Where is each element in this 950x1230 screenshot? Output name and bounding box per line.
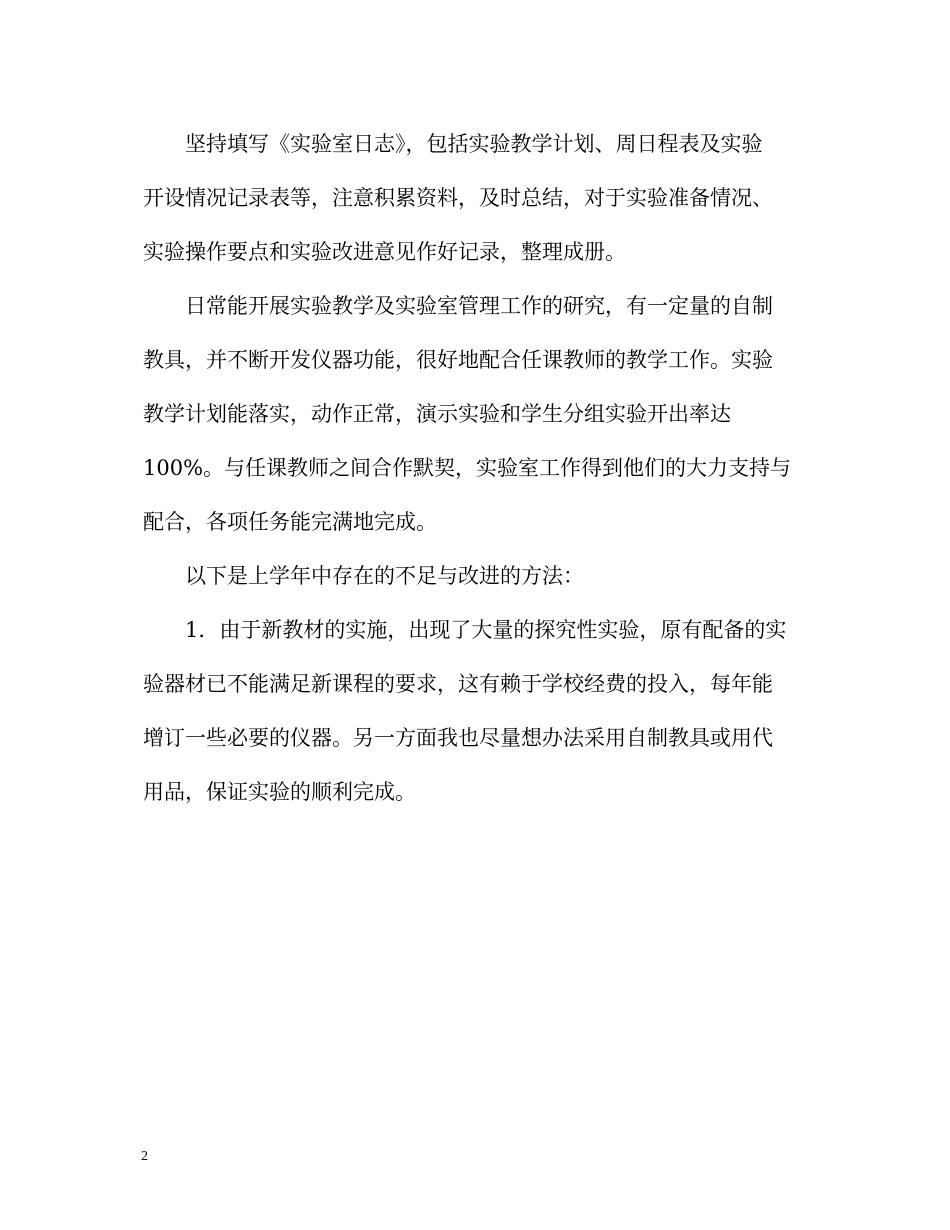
paragraph-4-line-2: 验器材已不能满足新课程的要求，这有赖于学校经费的投入，每年能 bbox=[143, 672, 773, 696]
paragraph-4-line-4: 用品，保证实验的顺利完成。 bbox=[143, 780, 416, 804]
paragraph-1-line-2: 开设情况记录表等，注意积累资料，及时总结，对于实验准备情况、 bbox=[143, 186, 773, 210]
paragraph-3-line-1: 以下是上学年中存在的不足与改进的方法： bbox=[185, 564, 584, 588]
paragraph-2-line-3: 教学计划能落实，动作正常，演示实验和学生分组实验开出率达 bbox=[143, 402, 731, 426]
paragraph-1-line-3: 实验操作要点和实验改进意见作好记录，整理成册。 bbox=[143, 240, 626, 264]
paragraph-4-line-1: 1．由于新教材的实施，出现了大量的探究性实验，原有配备的实 bbox=[185, 618, 787, 642]
paragraph-2-line-4: 100%。与任课教师之间合作默契，实验室工作得到他们的大力支持与 bbox=[143, 456, 792, 480]
paragraph-4-line-3: 增订一些必要的仪器。另一方面我也尽量想办法采用自制教具或用代 bbox=[143, 726, 773, 750]
paragraph-2-line-5: 配合，各项任务能完满地完成。 bbox=[143, 510, 437, 534]
paragraph-2-line-1: 日常能开展实验教学及实验室管理工作的研究，有一定量的自制 bbox=[185, 294, 773, 318]
page-number: 2 bbox=[141, 1149, 148, 1164]
paragraph-1-line-1: 坚持填写《实验室日志》，包括实验教学计划、周日程表及实验 bbox=[185, 132, 763, 156]
paragraph-2-line-2: 教具，并不断开发仪器功能，很好地配合任课教师的教学工作。实验 bbox=[143, 348, 773, 372]
